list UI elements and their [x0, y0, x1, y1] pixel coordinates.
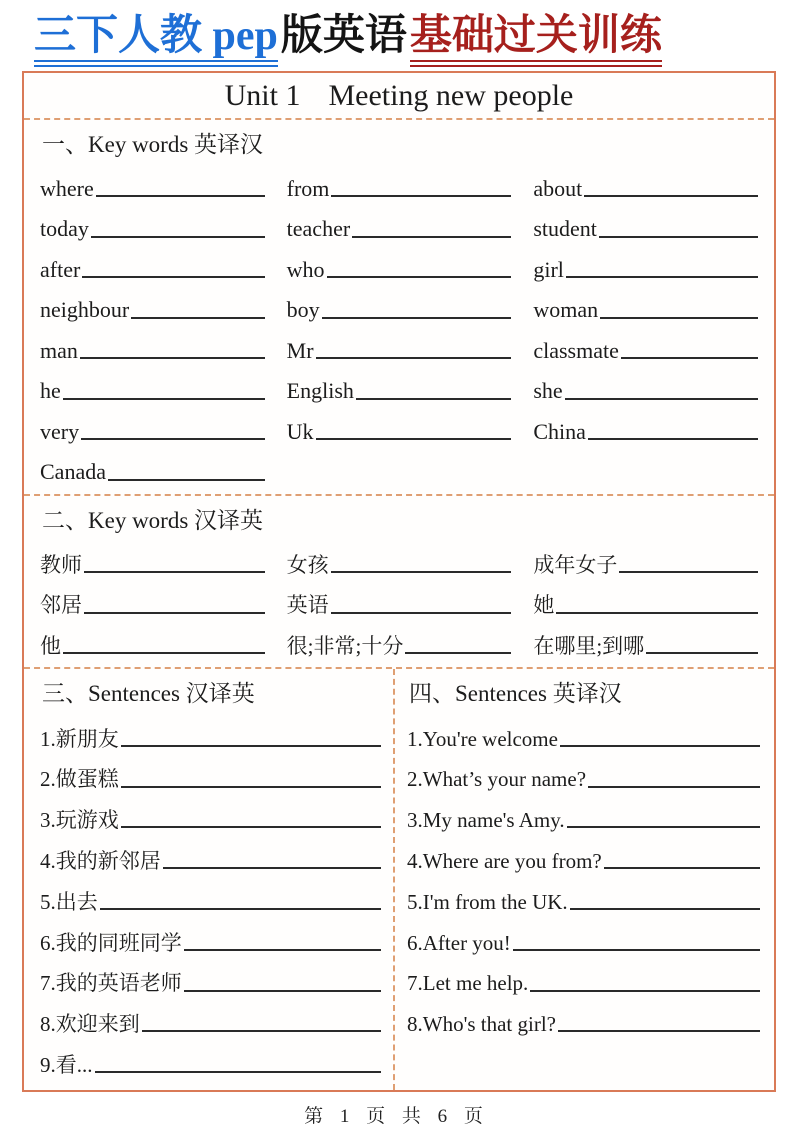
blank-line: [570, 908, 760, 910]
sentence-item: [407, 956, 760, 997]
blank-line: [352, 236, 511, 238]
word-item: [287, 619, 514, 660]
word-label: 英语: [286, 593, 329, 618]
section-keywords-en-cn: [24, 120, 774, 494]
word-item: [287, 202, 514, 243]
blank-line: [121, 826, 381, 828]
blank-line: [316, 438, 512, 440]
sentence-label: 5.出去: [40, 889, 98, 914]
sentences-columns: [24, 669, 774, 1090]
blank-line: [95, 1071, 382, 1073]
word-label: boy: [286, 297, 320, 323]
blank-line: [327, 276, 512, 278]
blank-line: [646, 652, 758, 654]
blank-line: [513, 949, 760, 951]
word-label: Uk: [286, 418, 314, 444]
word-item: [287, 243, 514, 284]
sentence-item: [407, 793, 760, 834]
sentence-label: 7.我的英语老师: [40, 971, 182, 996]
sentence-label: 6.我的同班同学: [40, 930, 182, 955]
word-label: she: [533, 378, 563, 404]
blank-line: [566, 276, 758, 278]
word-item: [40, 538, 267, 579]
word-label: girl: [533, 256, 564, 282]
blank-line: [599, 236, 758, 238]
word-label: 在哪里;到哪: [533, 633, 645, 658]
section-heading: 三、Sentences 汉译英: [42, 681, 255, 707]
unit-heading: [24, 73, 774, 118]
word-label: 邻居: [40, 593, 82, 618]
sentence-label: 7.Let me help.: [407, 971, 529, 996]
word-item: [287, 162, 514, 203]
sentence-item: [407, 915, 760, 956]
word-item: [287, 538, 514, 579]
blank-line: [84, 612, 265, 614]
sentence-item: [40, 874, 381, 915]
word-label: neighbour: [40, 297, 130, 323]
word-item: [533, 243, 760, 284]
word-item: [533, 283, 760, 324]
word-item: [40, 578, 267, 619]
blank-line: [84, 571, 265, 573]
section-sentences-cn-en: [24, 669, 395, 1090]
word-label: 教师: [40, 552, 82, 577]
sentence-label: 1.You're welcome: [407, 726, 558, 751]
sentence-item: [407, 752, 760, 793]
word-item: [533, 405, 760, 446]
word-label: 他: [40, 633, 61, 658]
blank-line: [91, 236, 265, 238]
word-label: classmate: [533, 337, 619, 363]
sentence-item: [407, 833, 760, 874]
sentence-item: [40, 752, 381, 793]
doc-title-black-part: 版英语: [280, 13, 407, 59]
word-item: [40, 619, 267, 660]
unit-label: Unit 1: [224, 78, 301, 112]
sentence-label: 9.看...: [40, 1053, 93, 1078]
word-item: [287, 364, 514, 405]
blank-line: [567, 826, 760, 828]
word-label: Canada: [40, 459, 106, 485]
word-label: today: [40, 216, 89, 242]
blank-line: [331, 571, 512, 573]
word-label: student: [533, 216, 597, 242]
word-label: who: [286, 256, 325, 282]
sentence-label: 5.I'm from the UK.: [407, 889, 568, 914]
section-heading: 四、Sentences 英译汉: [409, 681, 622, 707]
blank-line: [584, 195, 758, 197]
word-item: [40, 364, 267, 405]
word-item: [40, 324, 267, 365]
word-item: [40, 162, 267, 203]
word-item: [40, 243, 267, 284]
word-label: where: [40, 175, 94, 201]
sentence-label: 4.我的新邻居: [40, 849, 161, 874]
sentence-item: [407, 874, 760, 915]
unit-title: Meeting new people: [328, 78, 574, 112]
blank-line: [558, 1030, 760, 1032]
keyword-grid: [40, 538, 760, 660]
word-item: [287, 405, 514, 446]
blank-line: [163, 867, 381, 869]
sentence-label: 8.Who's that girl?: [407, 1012, 556, 1037]
word-label: 女孩: [286, 552, 329, 577]
word-item: [287, 283, 514, 324]
blank-line: [405, 652, 511, 654]
blank-line: [356, 398, 511, 400]
word-label: 成年女子: [533, 552, 618, 577]
word-item: [287, 578, 514, 619]
word-label: teacher: [286, 216, 351, 242]
blank-line: [80, 357, 265, 359]
sentence-item: [407, 997, 760, 1038]
sentence-item: [40, 793, 381, 834]
word-label: about: [533, 175, 583, 201]
word-item: [533, 578, 760, 619]
section-heading: 一、Key words 英译汉: [42, 131, 264, 157]
blank-line: [81, 438, 265, 440]
word-item: [533, 364, 760, 405]
blank-line: [121, 745, 381, 747]
blank-line: [100, 908, 381, 910]
word-item: [40, 202, 267, 243]
blank-line: [322, 317, 512, 319]
blank-line: [131, 317, 264, 319]
blank-line: [331, 612, 512, 614]
word-item: [533, 538, 760, 579]
word-item: [40, 445, 267, 486]
sentence-label: 3.My name's Amy.: [407, 808, 565, 833]
word-label: he: [40, 378, 61, 404]
sentence-label: 1.新朋友: [40, 726, 119, 751]
word-item: [40, 405, 267, 446]
blank-line: [600, 317, 758, 319]
blank-line: [560, 745, 760, 747]
blank-line: [184, 949, 381, 951]
blank-line: [556, 612, 758, 614]
blank-line: [621, 357, 758, 359]
section-keywords-cn-en: [24, 496, 774, 668]
doc-title-blue-part: 三下人教 pep: [34, 13, 278, 67]
blank-line: [108, 479, 265, 481]
word-item: [533, 619, 760, 660]
word-label: very: [40, 418, 80, 444]
sentence-item: [40, 833, 381, 874]
blank-line: [530, 990, 760, 992]
doc-title-red-part: 基础过关训练: [410, 13, 662, 67]
sentence-label: 2.做蛋糕: [40, 767, 119, 792]
blank-line: [316, 357, 512, 359]
blank-line: [63, 652, 265, 654]
sentence-label: 6.After you!: [407, 930, 511, 955]
blank-line: [588, 438, 758, 440]
word-label: woman: [533, 297, 599, 323]
blank-line: [604, 867, 760, 869]
blank-line: [63, 398, 265, 400]
worksheet-box: [22, 71, 776, 1093]
word-label: after: [40, 256, 81, 282]
blank-line: [96, 195, 265, 197]
word-label: 她: [533, 593, 555, 618]
blank-line: [565, 398, 758, 400]
blank-line: [619, 571, 758, 573]
sentence-item: [40, 711, 381, 752]
blank-line: [331, 195, 511, 197]
word-item: [533, 162, 760, 203]
blank-line: [588, 786, 760, 788]
word-label: Mr: [286, 337, 314, 363]
page-number: 第 1 页 共 6 页: [304, 1106, 489, 1128]
sentence-label: 2.What’s your name?: [407, 767, 587, 792]
sentence-label: 4.Where are you from?: [407, 849, 602, 874]
sentence-item: [40, 1037, 381, 1078]
blank-line: [142, 1030, 381, 1032]
word-item: [40, 283, 267, 324]
section-heading: 二、Key words 汉译英: [42, 507, 264, 533]
word-item: [533, 324, 760, 365]
word-item: [287, 324, 514, 365]
word-item: [533, 202, 760, 243]
blank-line: [121, 786, 381, 788]
sentence-item: [40, 997, 381, 1038]
blank-line: [82, 276, 264, 278]
word-label: China: [533, 418, 586, 444]
section-sentences-en-cn: [395, 669, 774, 1090]
blank-line: [184, 990, 381, 992]
word-label: from: [286, 175, 330, 201]
sentence-label: 8.欢迎来到: [40, 1012, 140, 1037]
sentence-label: 3.玩游戏: [40, 808, 119, 833]
sentence-item: [40, 915, 381, 956]
doc-title: [0, 0, 793, 62]
word-label: English: [286, 378, 354, 404]
keyword-grid: [40, 162, 760, 486]
sentence-item: [407, 711, 760, 752]
word-label: man: [40, 337, 78, 363]
word-label: 很;非常;十分: [286, 633, 404, 658]
sentence-item: [40, 956, 381, 997]
